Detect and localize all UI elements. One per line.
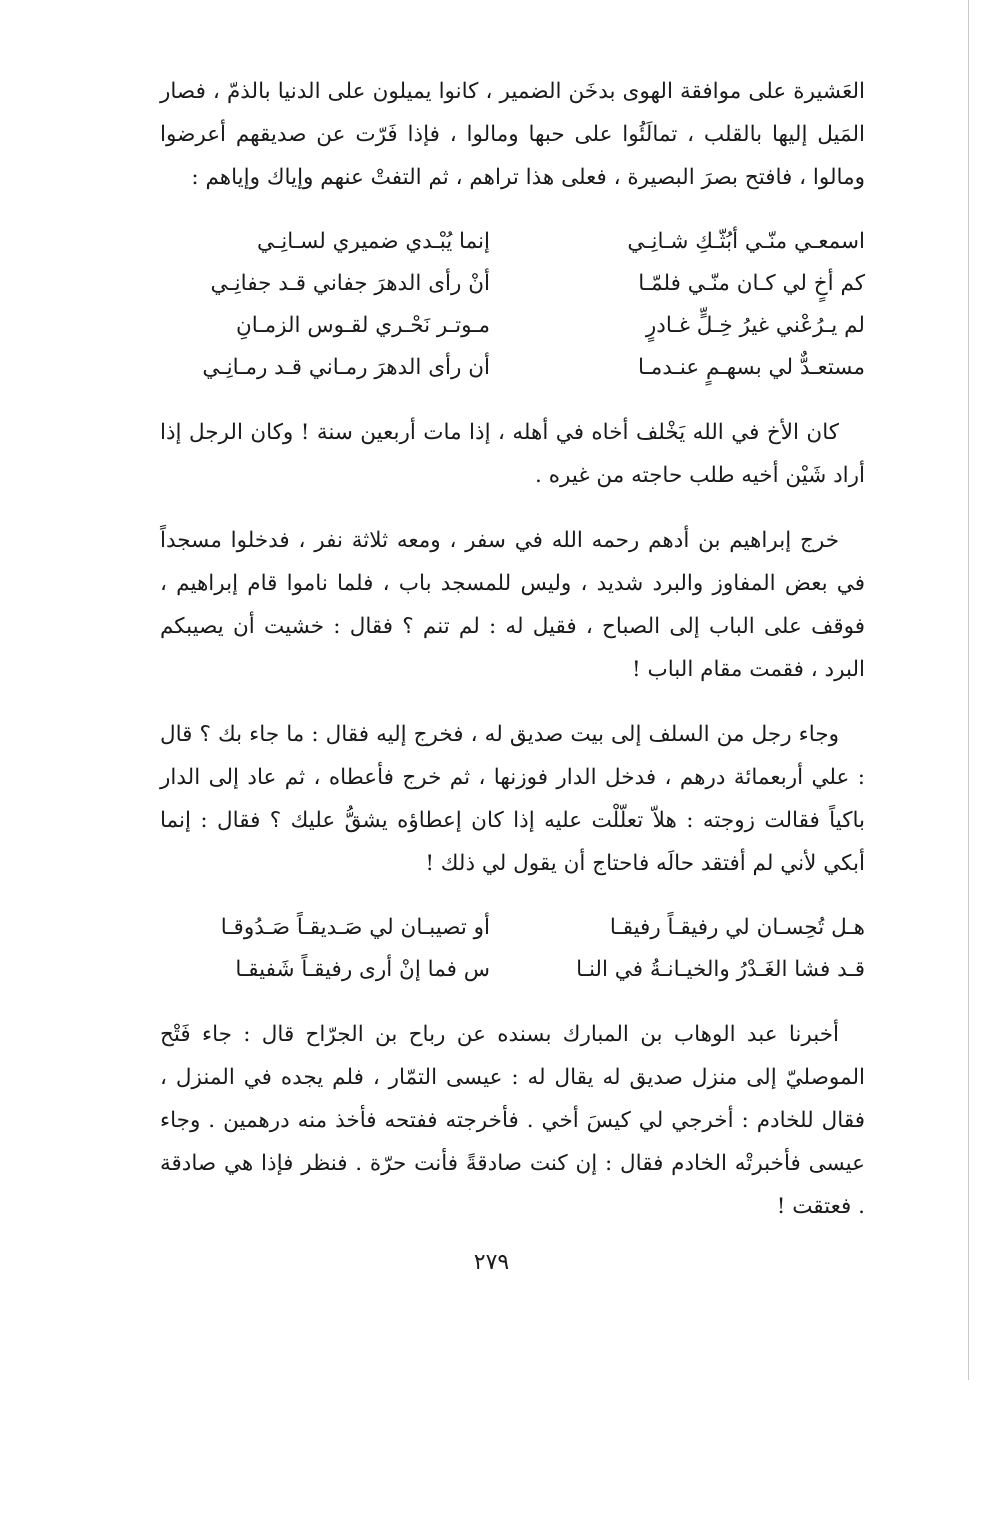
spacer [160,497,865,519]
spacer [160,389,865,411]
paragraph-4: وجاء رجل من السلف إلى بيت صديق له ، فخرج إليه فقال : ما جاء بك ؟ قال : علي أربعمائة درهم ، فدخل الدار فوزنها ، ثم خرج فأعطاه ، ثم عاد إلى الدار باكياً فقالت زوجته : هلاّ تعلّلْت عليه إذا كان إعطاؤه يشقُّ عليك ؟ فقال : إنما أبكي لأني لم أفتقد حالَه فاحتاج أن يقول لي ذلك ! [160,722,865,876]
verse-first-hemistich: مستعـدٌّ لي بسهـمٍ عنـدمـا [637,355,865,380]
verse-second-hemistich: س فما إنْ أرى رفيقـاً شَفيقـا [235,957,490,982]
verse-first-hemistich: كم أخٍ لي كـان منّـي فلمّـا [638,271,865,296]
paragraph-5: أخبرنا عبد الوهاب بن المبارك بسنده عن رباح بن الجرّاح قال : جاء فَتْح الموصليّ إلى منزل صديق له يقال له : عيسى التمّار ، فلم يجده في المنزل ، فقال للخادم : أخرجي لي كيسَ أخي . فأخرجته ففتحه فأخذ منه درهمين . وجاء عيسى فأخبرتْه الخادم فقال : إن كنت صادقةً فأنت حرّة . فنظر فإذا هي صادقة . فعتقت ! [160,1022,865,1219]
verse-second-hemistich: مـوتـر نَحْـري لقـوس الزمـانِ [235,313,490,338]
poem-2-verse-2 [160,949,865,991]
verse-first-hemistich: لم يـرُعْني غيرُ خِـلٍّ غـادرٍ [645,313,865,338]
spacer [160,691,865,713]
page-edge-line [968,0,969,1380]
poem-1-verse-4 [160,347,865,389]
poem-1 [160,221,865,389]
page-body [160,70,865,1228]
page-number: ٢٧٩ [473,1250,510,1275]
poem-1-verse-1 [160,221,865,263]
poem-1-verse-2 [160,263,865,305]
spacer [160,199,865,221]
verse-first-hemistich: اسمعـي منّـي أبُثّـكِ شـانِـي [627,229,865,254]
verse-second-hemistich: أن رأى الدهرَ رمـاني قـد رمـانِـي [202,355,490,380]
verse-first-hemistich: قـد فشا الغَـدْرُ والخيـانـةُ في النـا [576,957,865,982]
verse-second-hemistich: إنما يُبْـدي ضميري لسـانِـي [257,229,490,254]
paragraph-3: خرج إبراهيم بن أدهم رحمه الله في سفر ، ومعه ثلاثة نفر ، فدخلوا مسجداً في بعض المفاوز والبرد شديد ، وليس للمسجد باب ، فلما ناموا قام إبراهيم ، فوقف على الباب إلى الصباح ، فقيل له : لم تنم ؟ فقال : خشيت أن يصيبكم البرد ، فقمت مقام الباب ! [160,528,865,682]
paragraph-1: العَشيرة على موافقة الهوى بدخَن الضمير ، كانوا يميلون على الدنيا بالذمّ ، فصار المَيل إليها بالقلب ، تمالَئُوا على حبها ومالوا ، فإذا فَرّت عن صديقهم أعرضوا ومالوا ، فافتح بصرَ البصيرة ، فعلى هذا تراهم ، ثم التفتْ عنهم وإياك وإياهم : [160,79,865,190]
poem-1-verse-3 [160,305,865,347]
verse-first-hemistich: هـل تُحِسـان لي رفيقـاً رفيقـا [609,915,865,940]
poem-2-verse-1 [160,907,865,949]
verse-second-hemistich: أنْ رأى الدهرَ جفاني قـد جفانِـي [210,271,490,296]
spacer [160,991,865,1013]
paragraph-2: كان الأخ في الله يَخْلف أخاه في أهله ، إذا مات أربعين سنة ! وكان الرجل إذا أراد شَيْن أخيه طلب حاجته من غيره . [160,420,865,488]
spacer [160,885,865,907]
verse-second-hemistich: أو تصيبـان لي صَـديقـاً صَـدُوقـا [220,915,490,940]
poem-2 [160,907,865,991]
